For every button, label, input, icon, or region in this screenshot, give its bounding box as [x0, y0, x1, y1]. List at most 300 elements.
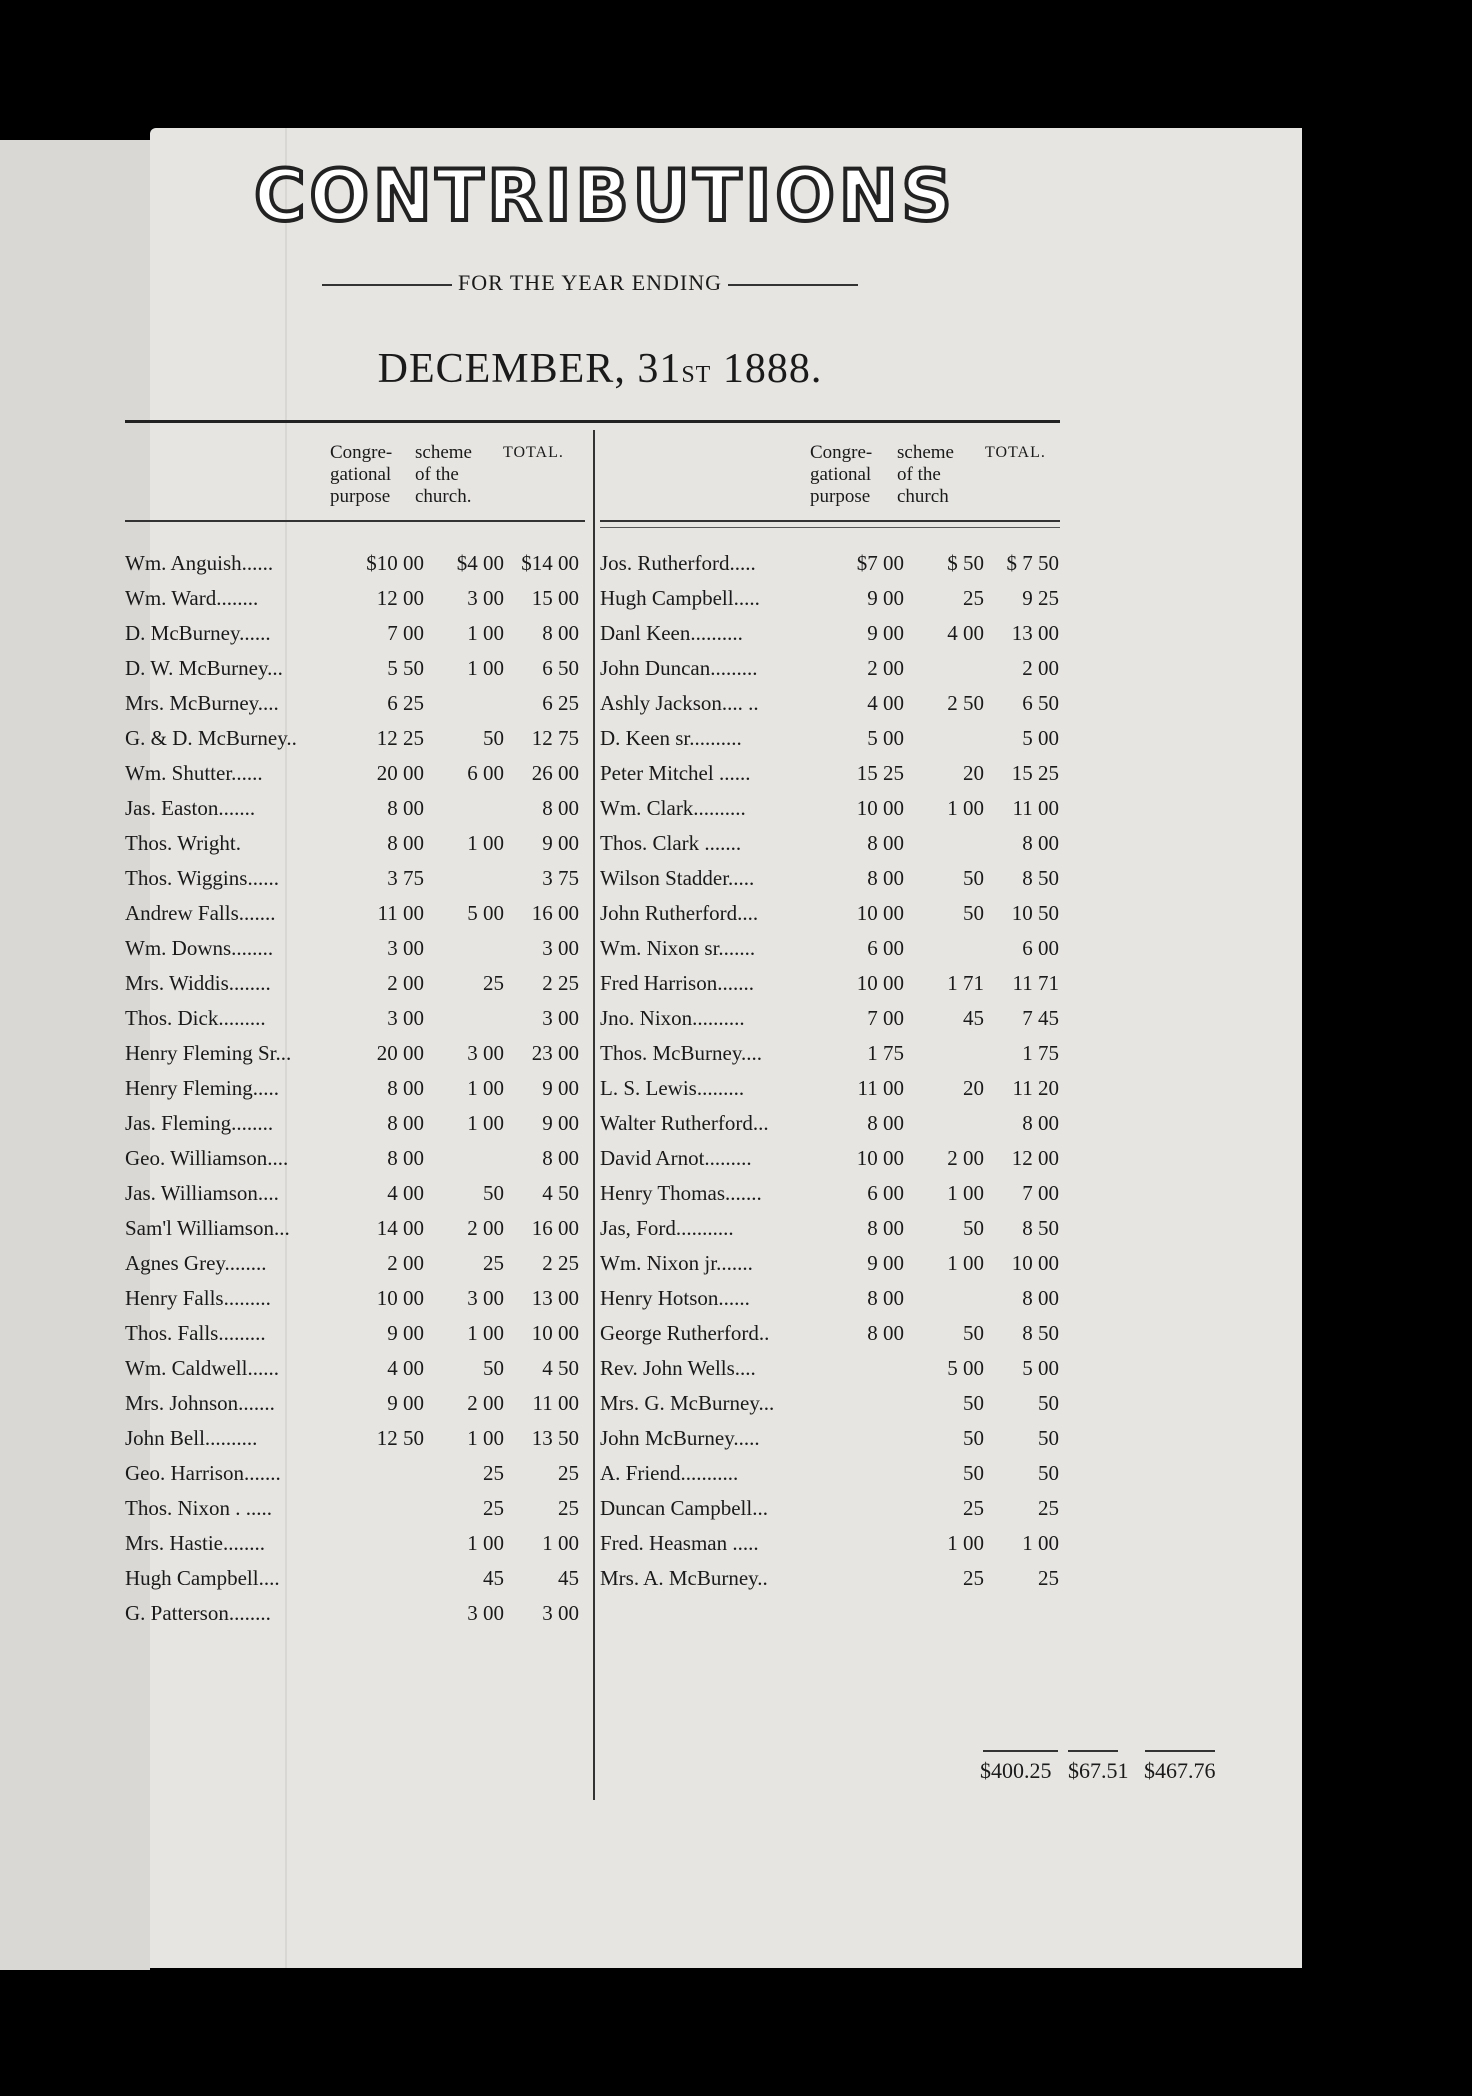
congregational-amount: $10 00 [366, 551, 424, 575]
contributor-name: D. W. McBurney... [125, 656, 283, 680]
total-amount: 4 50 [542, 1356, 579, 1380]
table-row [600, 1211, 1065, 1246]
total-amount: 3 00 [542, 1006, 579, 1030]
total-amount: 13 00 [531, 1286, 579, 1310]
table-row [600, 651, 1065, 686]
congregational-amount: 5 00 [867, 726, 904, 750]
table-row [600, 1316, 1065, 1351]
header-line: of the [897, 464, 941, 485]
table-row [600, 686, 1065, 721]
congregational-amount: $7 00 [856, 551, 904, 575]
total-amount: 3 75 [542, 866, 579, 890]
scheme-amount: 50 [483, 1181, 504, 1205]
scheme-amount: 25 [483, 971, 504, 995]
congregational-amount: 9 00 [867, 621, 904, 645]
congregational-amount: 6 00 [867, 1181, 904, 1205]
table-row [600, 826, 1065, 861]
table-row [125, 756, 585, 791]
total-amount: 8 00 [1022, 1286, 1059, 1310]
congregational-amount: 7 00 [867, 1006, 904, 1030]
scheme-amount: 1 00 [947, 1251, 984, 1275]
date-main: DECEMBER, 31 [377, 346, 682, 392]
congregational-amount: 10 00 [856, 796, 904, 820]
total-amount: 1 00 [1022, 1531, 1059, 1555]
table-row [125, 1491, 585, 1526]
scheme-amount: 20 [963, 1076, 984, 1100]
congregational-amount [350, 1561, 430, 1596]
total-amount: 1 75 [1022, 1041, 1059, 1065]
congregational-amount [830, 1351, 910, 1386]
scheme-amount: 45 [483, 1566, 504, 1590]
header-line: gational [330, 464, 392, 485]
table-row [125, 1001, 585, 1036]
congregational-amount: 8 00 [867, 1216, 904, 1240]
table-row [600, 1386, 1065, 1421]
total-amount: 9 00 [542, 831, 579, 855]
page-title: CONTRIBUTIONS [254, 155, 956, 237]
contributor-name: Wm. Shutter...... [125, 761, 263, 785]
contributor-name: Jas, Ford........... [600, 1216, 734, 1240]
table-row [600, 1281, 1065, 1316]
scheme-amount: 1 00 [467, 1321, 504, 1345]
table-row [125, 686, 585, 721]
scheme-amount [430, 686, 510, 721]
contributor-name: John Bell.......... [125, 1426, 258, 1450]
total-amount: 8 50 [1022, 1321, 1059, 1345]
contributor-name: G. Patterson........ [125, 1601, 271, 1625]
total-amount: 13 00 [1011, 621, 1059, 645]
contributor-name: Wm. Nixon jr....... [600, 1251, 753, 1275]
table-row [125, 1036, 585, 1071]
subtitle-text: FOR THE YEAR ENDING [457, 270, 723, 295]
congregational-amount [830, 1491, 910, 1526]
scheme-amount: 25 [963, 586, 984, 610]
scheme-amount: 25 [483, 1461, 504, 1485]
contributor-name: Wm. Anguish...... [125, 551, 274, 575]
total-amount: 6 50 [542, 656, 579, 680]
scheme-amount: 1 00 [947, 1531, 984, 1555]
table-row [600, 1071, 1065, 1106]
left-header-rule [125, 520, 585, 522]
scheme-amount [910, 651, 990, 686]
contributor-name: Mrs. Hastie........ [125, 1531, 265, 1555]
scheme-amount: 3 00 [467, 1041, 504, 1065]
table-row [125, 931, 585, 966]
congregational-amount: 10 00 [376, 1286, 424, 1310]
total-amount: $ 7 50 [1006, 551, 1059, 575]
right-column [600, 430, 1065, 1596]
congregational-amount: 9 00 [867, 1251, 904, 1275]
contributor-name: John Rutherford.... [600, 901, 759, 925]
scheme-amount [910, 721, 990, 756]
scheme-amount: 3 00 [467, 1286, 504, 1310]
scheme-amount: 50 [963, 1461, 984, 1485]
table-row [600, 1246, 1065, 1281]
table-row [600, 896, 1065, 931]
header-line: Congre- [330, 442, 393, 463]
total-amount: 3 00 [542, 1601, 579, 1625]
scheme-amount: 50 [963, 1426, 984, 1450]
contributor-name: John McBurney..... [600, 1426, 760, 1450]
contributor-name: Wm. Ward........ [125, 586, 259, 610]
total-amount: 45 [558, 1566, 579, 1590]
contributor-name: Thos. Dick......... [125, 1006, 266, 1030]
scheme-amount: 50 [483, 1356, 504, 1380]
contributor-name: A. Friend........... [600, 1461, 739, 1485]
total-amount: 6 25 [542, 691, 579, 715]
contributor-name: Mrs. A. McBurney.. [600, 1566, 768, 1590]
contributor-name: Walter Rutherford... [600, 1111, 769, 1135]
right-header-scheme [897, 442, 954, 508]
contributor-name: Wilson Stadder..... [600, 866, 755, 890]
contributor-name: D. McBurney...... [125, 621, 271, 645]
table-row [600, 1001, 1065, 1036]
scheme-amount: 25 [963, 1496, 984, 1520]
header-line: Congre- [810, 442, 873, 463]
scheme-amount: 6 00 [467, 761, 504, 785]
congregational-amount: 8 00 [387, 1146, 424, 1170]
contributor-name: Hugh Campbell.... [125, 1566, 280, 1590]
table-row [600, 581, 1065, 616]
table-row [600, 1456, 1065, 1491]
scheme-amount: 2 00 [467, 1391, 504, 1415]
total-amount: 25 [558, 1461, 579, 1485]
congregational-amount: 7 00 [387, 621, 424, 645]
contributor-name: Hugh Campbell..... [600, 586, 760, 610]
table-row [600, 1141, 1065, 1176]
table-row [600, 1106, 1065, 1141]
table-row [125, 1316, 585, 1351]
header-line: scheme [415, 442, 472, 463]
total-amount: 8 00 [1022, 1111, 1059, 1135]
contributor-name: Jas. Williamson.... [125, 1181, 279, 1205]
congregational-amount [830, 1526, 910, 1561]
subtitle-rule-left [322, 284, 452, 286]
table-row [600, 861, 1065, 896]
congregational-amount: 8 00 [867, 1321, 904, 1345]
total-amount: 9 00 [542, 1111, 579, 1135]
total-amount: 7 45 [1022, 1006, 1059, 1030]
contributor-name: Jno. Nixon.......... [600, 1006, 745, 1030]
total-amount: 6 00 [1022, 936, 1059, 960]
header-line: purpose [810, 486, 871, 507]
scheme-amount: 1 00 [467, 1531, 504, 1555]
table-row [125, 1351, 585, 1386]
contributor-name: Fred. Heasman ..... [600, 1531, 759, 1555]
scheme-amount: 50 [963, 1321, 984, 1345]
table-row [125, 546, 585, 581]
total-amount: 12 75 [531, 726, 579, 750]
table-row [125, 1246, 585, 1281]
table-row [125, 1281, 585, 1316]
scheme-amount: 1 00 [467, 621, 504, 645]
contributor-name: Geo. Williamson.... [125, 1146, 289, 1170]
contributor-name: D. Keen sr.......... [600, 726, 742, 750]
right-header-total: TOTAL. [985, 444, 1046, 461]
congregational-amount: 12 25 [376, 726, 424, 750]
contributor-name: Geo. Harrison....... [125, 1461, 281, 1485]
total-amount: 2 25 [542, 1251, 579, 1275]
scheme-amount: 5 00 [947, 1356, 984, 1380]
grand-total: $467.76 [1144, 1758, 1216, 1783]
contributor-name: Thos. Clark ....... [600, 831, 742, 855]
contributor-name: Rev. John Wells.... [600, 1356, 756, 1380]
table-row [600, 791, 1065, 826]
contributor-name: Duncan Campbell... [600, 1496, 768, 1520]
scheme-amount: 25 [963, 1566, 984, 1590]
congregational-amount: 8 00 [867, 831, 904, 855]
congregational-amount [350, 1596, 430, 1631]
contributor-name: Thos. Wright. [125, 831, 242, 855]
scheme-amount: 2 00 [947, 1146, 984, 1170]
contributor-name: George Rutherford.. [600, 1321, 770, 1345]
date-year: 1888. [711, 346, 823, 392]
scheme-amount [430, 861, 510, 896]
header-line: of the [415, 464, 459, 485]
congregational-amount: 6 25 [387, 691, 424, 715]
scheme-amount [430, 1001, 510, 1036]
subtitle [290, 270, 890, 296]
table-top-rule [125, 420, 1060, 423]
total-amount: 12 00 [1011, 1146, 1059, 1170]
scheme-amount: 25 [483, 1496, 504, 1520]
grand-total-scheme: $67.51 [1068, 1758, 1129, 1783]
scheme-amount [430, 1141, 510, 1176]
contributor-name: Ashly Jackson.... .. [600, 691, 759, 715]
left-contributions-table [125, 546, 585, 1631]
contributor-name: Henry Fleming..... [125, 1076, 279, 1100]
scheme-amount: 1 00 [467, 656, 504, 680]
congregational-amount [830, 1456, 910, 1491]
contributor-name: Mrs. Widdis........ [125, 971, 271, 995]
scheme-amount: 50 [483, 726, 504, 750]
table-row [600, 1176, 1065, 1211]
table-row [125, 826, 585, 861]
contributor-name: Jas. Fleming........ [125, 1111, 274, 1135]
congregational-amount [350, 1526, 430, 1561]
scheme-amount: 1 00 [467, 831, 504, 855]
right-contributions-table [600, 546, 1065, 1596]
table-row [125, 1211, 585, 1246]
total-amount: 1 00 [542, 1531, 579, 1555]
congregational-amount: 8 00 [867, 1286, 904, 1310]
table-row [125, 1386, 585, 1421]
header-line: gational [810, 464, 872, 485]
table-row [125, 1421, 585, 1456]
congregational-amount [350, 1491, 430, 1526]
table-row [125, 791, 585, 826]
table-row [600, 1421, 1065, 1456]
scheme-amount: 50 [963, 866, 984, 890]
contributor-name: Jas. Easton....... [125, 796, 256, 820]
congregational-amount: 12 50 [376, 1426, 424, 1450]
congregational-amount: 2 00 [387, 971, 424, 995]
congregational-amount: 9 00 [387, 1321, 424, 1345]
total-amount: 8 00 [542, 621, 579, 645]
table-row [600, 1491, 1065, 1526]
table-row [600, 1351, 1065, 1386]
contributor-name: Mrs. Johnson....... [125, 1391, 275, 1415]
table-row [600, 931, 1065, 966]
contributor-name: Mrs. G. McBurney... [600, 1391, 775, 1415]
contributor-name: Henry Fleming Sr... [125, 1041, 292, 1065]
table-row [600, 616, 1065, 651]
scheme-amount: 5 00 [467, 901, 504, 925]
contributor-name: Wm. Nixon sr....... [600, 936, 756, 960]
congregational-amount: 2 00 [867, 656, 904, 680]
total-amount: 25 [558, 1496, 579, 1520]
congregational-amount: 8 00 [387, 831, 424, 855]
table-row [125, 1141, 585, 1176]
table-row [600, 966, 1065, 1001]
table-row [600, 756, 1065, 791]
scheme-amount: 1 00 [467, 1111, 504, 1135]
scheme-amount: 45 [963, 1006, 984, 1030]
total-amount: 13 50 [531, 1426, 579, 1450]
header-line: purpose [330, 486, 391, 507]
congregational-amount: 5 50 [387, 656, 424, 680]
scheme-amount [910, 1281, 990, 1316]
contributor-name: Agnes Grey........ [125, 1251, 267, 1275]
header-line: church [897, 486, 949, 507]
total-amount: 50 [1038, 1461, 1059, 1485]
congregational-amount [350, 1456, 430, 1491]
contributor-name: David Arnot......... [600, 1146, 752, 1170]
left-header-scheme [415, 442, 472, 508]
total-amount: 23 00 [531, 1041, 579, 1065]
table-row [600, 1036, 1065, 1071]
total-amount: 25 [1038, 1566, 1059, 1590]
congregational-amount: 4 00 [387, 1181, 424, 1205]
congregational-amount [830, 1386, 910, 1421]
total-amount: 16 00 [531, 1216, 579, 1240]
left-header-congregational [330, 442, 392, 508]
contributor-name: G. & D. McBurney.. [125, 726, 297, 750]
table-row [125, 616, 585, 651]
congregational-amount: 10 00 [856, 1146, 904, 1170]
total-amount: 11 00 [532, 1391, 579, 1415]
total-amount: 15 00 [531, 586, 579, 610]
table-row [125, 1561, 585, 1596]
congregational-amount: 6 00 [867, 936, 904, 960]
left-header [125, 430, 585, 510]
contributor-name: John Duncan......... [600, 656, 758, 680]
table-row [600, 546, 1065, 581]
total-amount: 5 00 [1022, 726, 1059, 750]
total-amount: 10 50 [1011, 901, 1059, 925]
right-header-rule-2 [600, 527, 1060, 528]
totals-rule-scheme [1068, 1750, 1118, 1752]
total-amount: 11 20 [1012, 1076, 1059, 1100]
total-amount: 8 00 [1022, 831, 1059, 855]
congregational-amount: 3 00 [387, 936, 424, 960]
total-amount: 3 00 [542, 936, 579, 960]
congregational-amount: 10 00 [856, 971, 904, 995]
total-amount: 9 25 [1022, 586, 1059, 610]
congregational-amount: 12 00 [376, 586, 424, 610]
congregational-amount: 10 00 [856, 901, 904, 925]
scheme-amount: 50 [963, 901, 984, 925]
total-amount: 10 00 [531, 1321, 579, 1345]
right-header-rule [600, 520, 1060, 522]
contributor-name: Mrs. McBurney.... [125, 691, 279, 715]
left-column [125, 430, 585, 1631]
contributor-name: Henry Thomas....... [600, 1181, 762, 1205]
contributor-name: Fred Harrison....... [600, 971, 754, 995]
total-amount: 26 00 [531, 761, 579, 785]
congregational-amount: 2 00 [387, 1251, 424, 1275]
congregational-amount: 8 00 [387, 1111, 424, 1135]
table-row [125, 651, 585, 686]
total-amount: $14 00 [521, 551, 579, 575]
table-row [125, 1176, 585, 1211]
scheme-amount [910, 931, 990, 966]
contributor-name: Thos. McBurney.... [600, 1041, 762, 1065]
total-amount: 8 00 [542, 796, 579, 820]
table-row [125, 966, 585, 1001]
congregational-amount: 11 00 [857, 1076, 904, 1100]
contributor-name: L. S. Lewis......... [600, 1076, 745, 1100]
contributor-name: Peter Mitchel ...... [600, 761, 751, 785]
congregational-amount: 8 00 [387, 1076, 424, 1100]
scheme-amount: 1 00 [467, 1426, 504, 1450]
total-amount: 5 00 [1022, 1356, 1059, 1380]
congregational-amount: 14 00 [376, 1216, 424, 1240]
right-header-congregational [810, 442, 872, 508]
congregational-amount: 8 00 [387, 796, 424, 820]
congregational-amount: 20 00 [376, 761, 424, 785]
congregational-amount: 20 00 [376, 1041, 424, 1065]
scheme-amount: $ 50 [947, 551, 984, 575]
totals-rule-cong [983, 1750, 1058, 1752]
total-amount: 7 00 [1022, 1181, 1059, 1205]
total-amount: 8 00 [542, 1146, 579, 1170]
total-amount: 8 50 [1022, 1216, 1059, 1240]
total-amount: 25 [1038, 1496, 1059, 1520]
contributor-name: Wm. Caldwell...... [125, 1356, 279, 1380]
scheme-amount: 50 [963, 1391, 984, 1415]
total-amount: 6 50 [1022, 691, 1059, 715]
table-row [125, 896, 585, 931]
scheme-amount: 3 00 [467, 1601, 504, 1625]
congregational-amount [830, 1561, 910, 1596]
table-row [125, 861, 585, 896]
total-amount: 16 00 [531, 901, 579, 925]
total-amount: 9 00 [542, 1076, 579, 1100]
table-row [600, 1526, 1065, 1561]
congregational-amount: 11 00 [377, 901, 424, 925]
total-amount: 11 71 [1012, 971, 1059, 995]
scheme-amount: 3 00 [467, 586, 504, 610]
scheme-amount [910, 1036, 990, 1071]
scheme-amount: 50 [963, 1216, 984, 1240]
total-amount: 10 00 [1011, 1251, 1059, 1275]
scheme-amount: 1 00 [947, 796, 984, 820]
contributor-name: Andrew Falls....... [125, 901, 276, 925]
congregational-amount: 15 25 [856, 761, 904, 785]
contributor-name: Thos. Wiggins...... [125, 866, 279, 890]
congregational-amount: 9 00 [387, 1391, 424, 1415]
congregational-amount: 8 00 [867, 866, 904, 890]
totals-rule-total [1145, 1750, 1215, 1752]
scheme-amount: 4 00 [947, 621, 984, 645]
scheme-amount [910, 1106, 990, 1141]
scheme-amount: 25 [483, 1251, 504, 1275]
header-line: scheme [897, 442, 954, 463]
grand-total-congregational: $400.25 [980, 1758, 1052, 1783]
scheme-amount: 2 50 [947, 691, 984, 715]
table-row [600, 1561, 1065, 1596]
